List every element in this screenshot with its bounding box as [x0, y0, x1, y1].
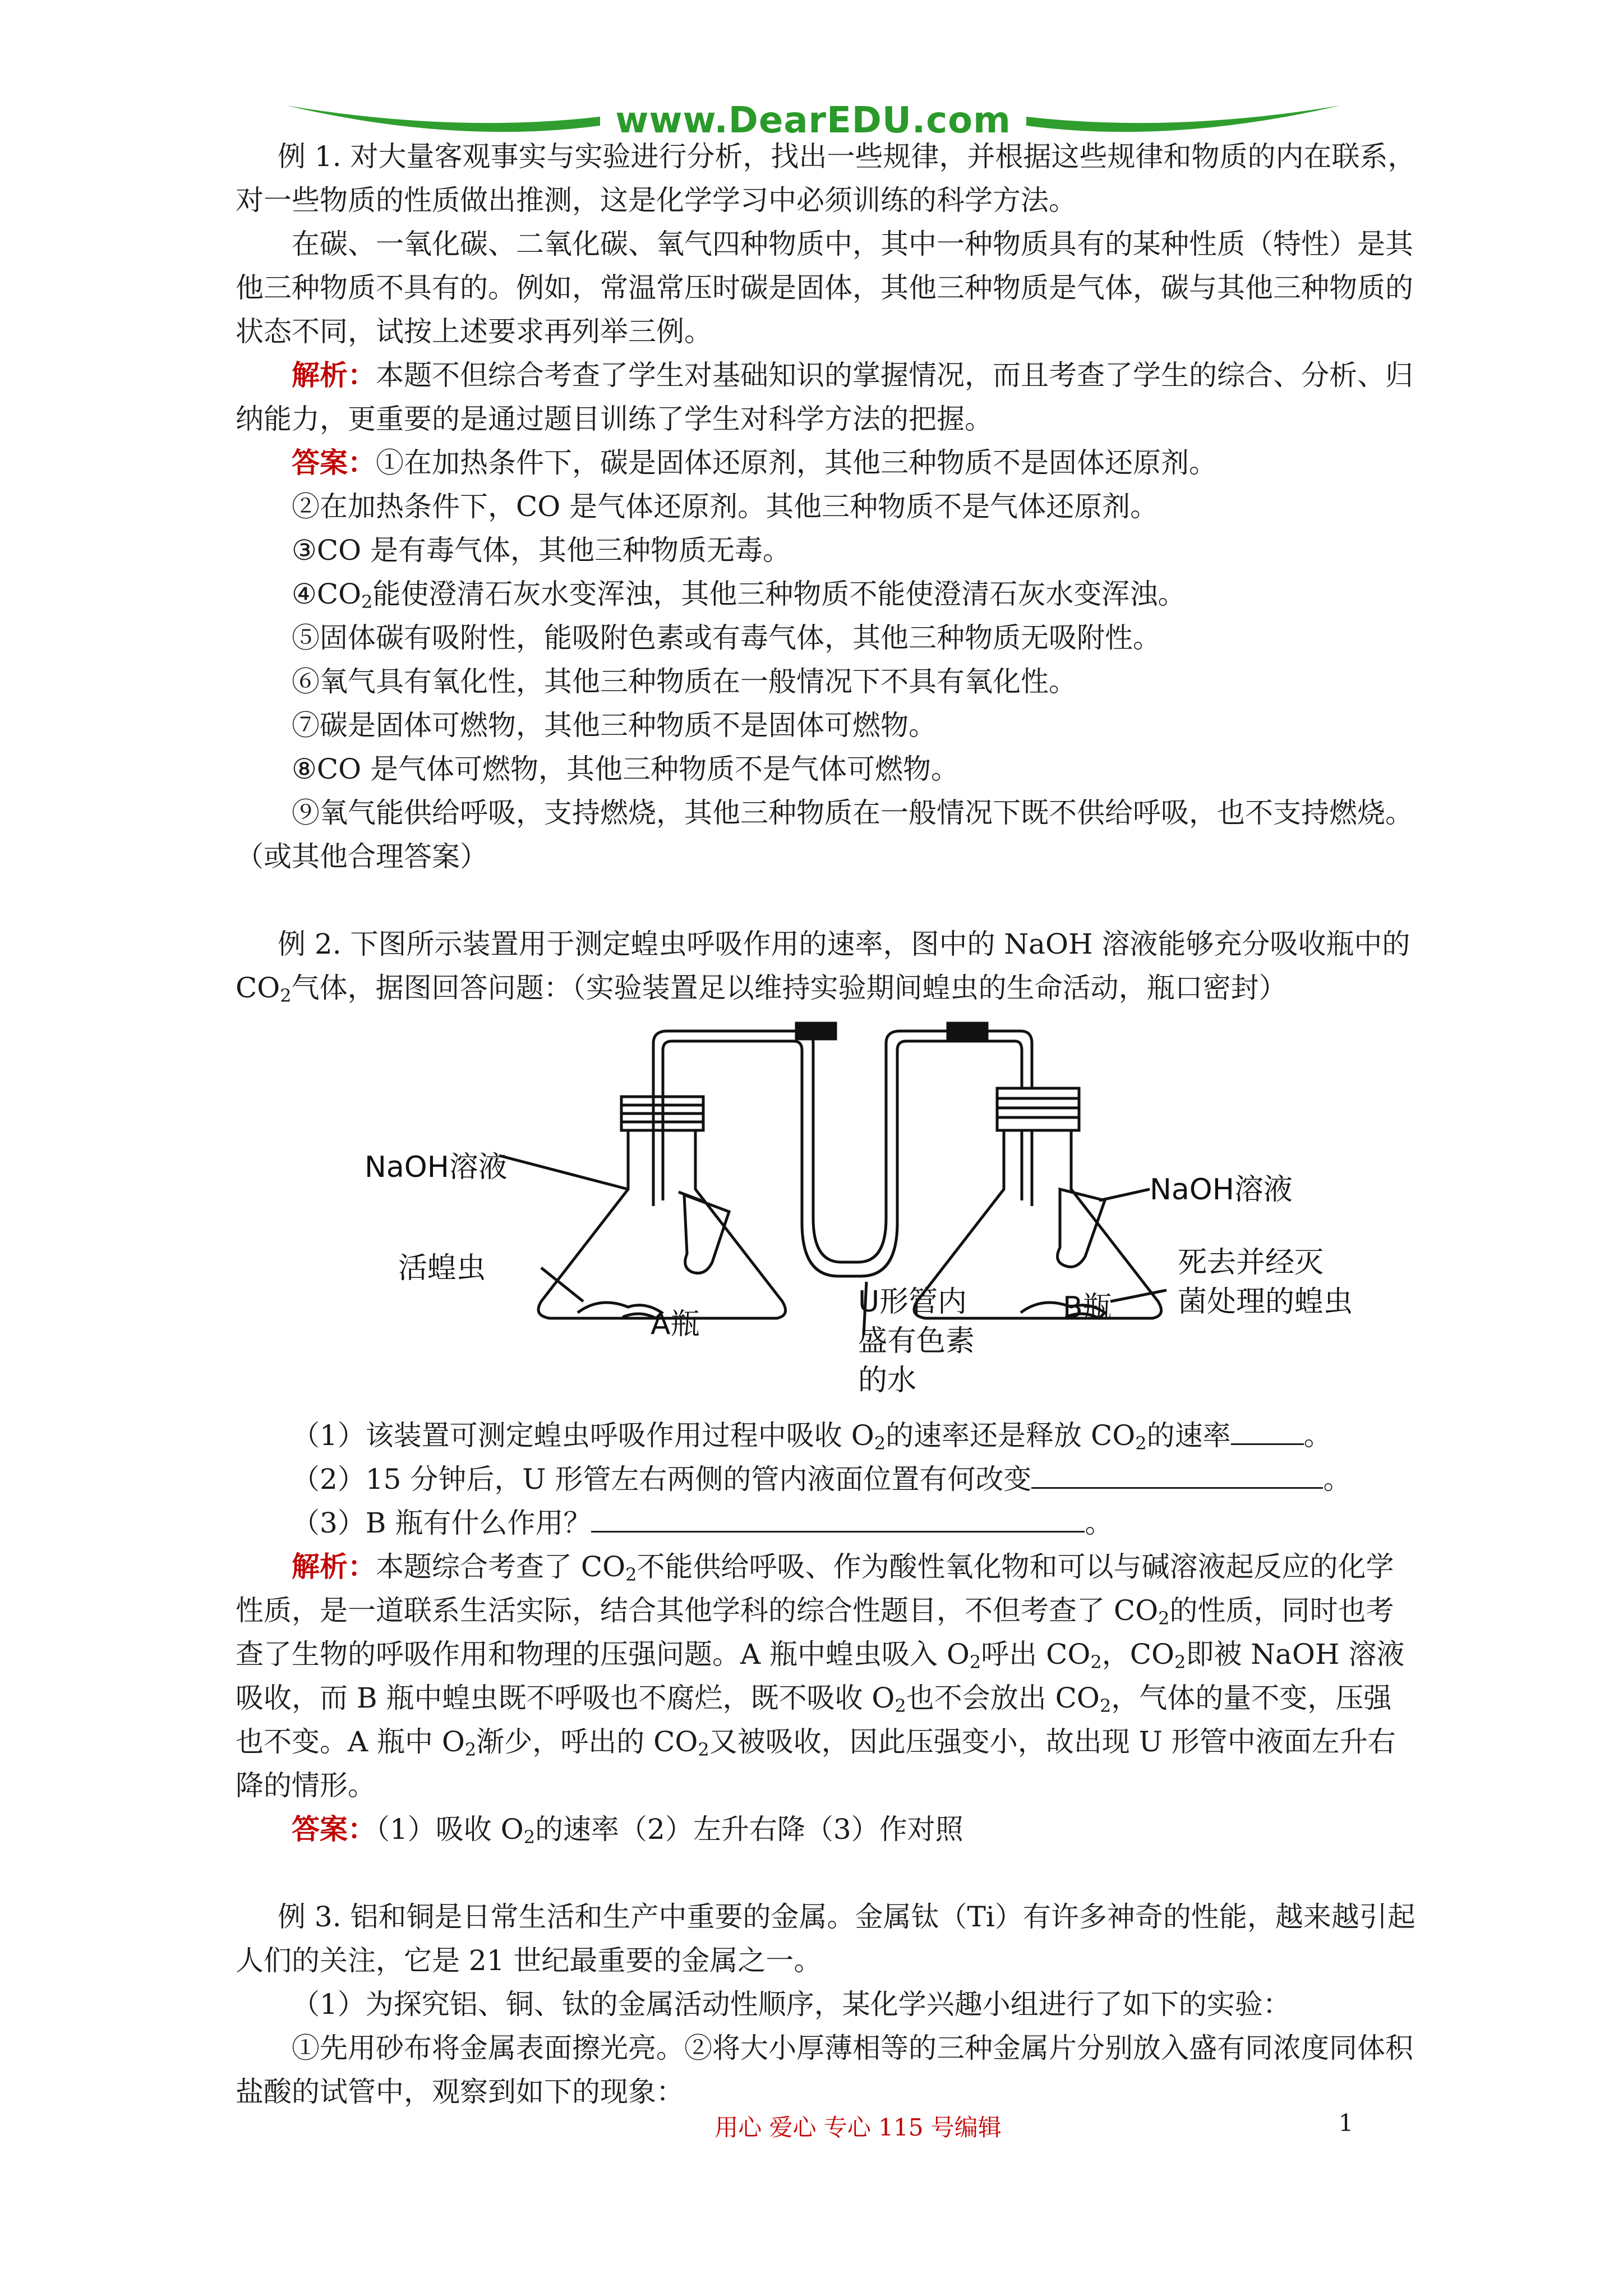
- punctuation: 。: [1303, 1419, 1332, 1452]
- ex1-analysis: [236, 353, 1419, 441]
- ex2-analysis: [236, 1545, 1419, 1807]
- analysis-text: 呼出 CO: [981, 1638, 1091, 1671]
- analysis-text: ，CO: [1101, 1638, 1175, 1671]
- subscript: 2: [895, 1695, 906, 1717]
- label-naoh-right: NaOH溶液: [1150, 1173, 1293, 1207]
- subscript: 2: [698, 1739, 709, 1760]
- question-text: （1）该装置可测定蝗虫呼吸作用过程中吸收 O: [292, 1419, 874, 1452]
- label-naoh-left: NaOH溶液: [365, 1151, 508, 1184]
- analysis-text: 的性质，同时也考查了生物的呼吸作用和物理的压强问题。A 瓶中蝗虫吸入 O: [236, 1594, 1394, 1671]
- analysis-text: 又被吸收，因此压强变小，故出现 U 形管中液面左升右降的情形。: [236, 1726, 1396, 1802]
- analysis-text: 也不会放出 CO: [906, 1682, 1100, 1714]
- answer-label: 答案：: [292, 1812, 376, 1846]
- answer-text: ④CO: [292, 578, 362, 610]
- subscript: 2: [1158, 1608, 1170, 1629]
- answer-item: ⑨氧气能供给呼吸，支持燃烧，其他三种物质在一般情况下既不供给呼吸，也不支持燃烧。: [292, 797, 1413, 829]
- footer-text: 用心 爱心 专心 115 号编辑: [714, 2114, 1002, 2141]
- answer-text: 能使澄清石灰水变浑浊，其他三种物质不能使澄清石灰水变浑浊。: [372, 578, 1186, 610]
- subscript: 2: [625, 1564, 637, 1585]
- label-bottle-a: A瓶: [651, 1308, 700, 1341]
- ex2-q2: [236, 1457, 1419, 1501]
- label-dead-locust-2: 菌处理的蝗虫: [1178, 1285, 1353, 1319]
- question-text: 例 2. 下图所示装置用于测定蝗虫呼吸作用的速率，图中的 NaOH 溶液能够充分吸收瓶中的 CO: [236, 928, 1410, 1004]
- ex2-answer: [236, 1807, 1419, 1851]
- label-u-tube-3: 的水: [858, 1364, 917, 1397]
- subscript: 2: [280, 985, 292, 1006]
- answer-item: （或其他合理答案）: [236, 840, 488, 873]
- ex2-q1: [236, 1414, 1419, 1457]
- subscript: 2: [1090, 1651, 1102, 1673]
- label-u-tube-1: U形管内: [858, 1285, 967, 1319]
- subscript: 2: [523, 1826, 536, 1848]
- analysis-text: 本题综合考查了 CO: [376, 1550, 626, 1583]
- question-text: 气体，据图回答问题：（实验装置足以维持实验期间蝗虫的生命活动，瓶口密封）: [291, 972, 1287, 1004]
- answer-text: 的速率（2）左升右降（3）作对照: [535, 1813, 963, 1846]
- punctuation: 。: [1085, 1507, 1113, 1539]
- answer-blank[interactable]: [1031, 1459, 1323, 1489]
- question-text: （2）15 分钟后，U 形管左右两侧的管内液面位置有何改变: [292, 1463, 1032, 1496]
- analysis-text: 即被 NaOH 溶液吸收，而 B 瓶中蝗虫既不呼吸也不腐烂，既不吸收 O: [236, 1638, 1405, 1714]
- answer-blank[interactable]: [591, 1503, 1085, 1533]
- analysis-text: 渐少，呼出的 CO: [476, 1726, 698, 1758]
- answer-item: ⑦碳是固体可燃物，其他三种物质不是固体可燃物。: [292, 709, 937, 742]
- answer-text: （1）吸收 O: [376, 1813, 524, 1846]
- answer-item: ⑥氧气具有氧化性，其他三种物质在一般情况下不具有氧化性。: [292, 665, 1077, 698]
- answer-item: ③CO 是有毒气体，其他三种物质无毒。: [292, 534, 791, 567]
- site-logo: www.DearEDU.com: [615, 100, 1011, 141]
- ex3-steps: ①先用砂布将金属表面擦光亮。②将大小厚薄相等的三种金属片分别放入盛有同浓度同体积盐酸的试管中，观察到如下的现象：: [236, 2032, 1413, 2108]
- ex1-question: 例 1. 对大量客观事实与实验进行分析，找出一些规律，并根据这些规律和物质的内在联系，对一些物质的性质做出推测，这是化学学习中必须训练的科学方法。: [236, 140, 1416, 217]
- subscript: 2: [874, 1433, 886, 1454]
- answer-item: ②在加热条件下，CO 是气体还原剂。其他三种物质不是气体还原剂。: [292, 490, 1159, 523]
- analysis-text: 不能供给呼吸、作为酸性氧化物和可以与碱溶液起反应的化学性质，是一道联系生活实际，结合其他学科的综合性题目，不但考查了 CO: [236, 1550, 1394, 1627]
- ex1-answer: [236, 441, 1419, 485]
- analysis-label: 解析：: [292, 358, 376, 392]
- question-text: 的速率还是释放 CO: [886, 1419, 1136, 1452]
- ex3-question: 例 3. 铝和铜是日常生活和生产中重要的金属。金属钛（Ti）有许多神奇的性能，越来越引起人们的关注，它是 21 世纪最重要的金属之一。: [236, 1901, 1415, 1977]
- question-text: 的速率: [1146, 1419, 1231, 1452]
- label-live-locust: 活蝗虫: [398, 1251, 486, 1285]
- apparatus-drawing: [236, 1021, 1419, 1408]
- subscript: 2: [1174, 1651, 1186, 1673]
- subscript: 2: [464, 1739, 477, 1760]
- answer-blank[interactable]: [1231, 1415, 1304, 1445]
- answer-item: ⑤固体碳有吸附性，能吸附色素或有毒气体，其他三种物质无吸附性。: [292, 622, 1161, 654]
- punctuation: 。: [1323, 1463, 1352, 1496]
- locust-respiration-diagram: [236, 1021, 1419, 1408]
- label-bottle-b: B瓶: [1063, 1291, 1112, 1324]
- subscript: 2: [969, 1651, 981, 1673]
- label-u-tube-2: 盛有色素: [858, 1324, 975, 1358]
- ex2-question: [236, 922, 1419, 1010]
- ex2-q3: [236, 1501, 1419, 1545]
- answer-item: ⑧CO 是气体可燃物，其他三种物质不是气体可燃物。: [292, 753, 959, 785]
- label-dead-locust-1: 死去并经灭: [1178, 1246, 1324, 1280]
- ex1-question-detail: 在碳、一氧化碳、二氧化碳、氧气四种物质中，其中一种物质具有的某种性质（特性）是其他三种物质不具有的。例如，常温常压时碳是固体，其他三种物质是气体，碳与其他三种物质的状态不同，试按上述要求再列举三例。: [236, 228, 1413, 348]
- analysis-text: ，气体的量不变，压强也不变。A 瓶中 O: [236, 1682, 1392, 1758]
- subscript: 2: [1135, 1433, 1147, 1454]
- subscript: 2: [1099, 1695, 1112, 1717]
- analysis-text: 本题不但综合考查了学生对基础知识的掌握情况，而且考查了学生的综合、分析、归纳能力，更重要的是通过题目训练了学生对科学方法的把握。: [236, 359, 1413, 435]
- ex3-part1: （1）为探究铝、铜、钛的金属活动性顺序，某化学兴趣小组进行了如下的实验：: [292, 1988, 1291, 2021]
- answer-item: [236, 572, 1419, 616]
- subscript: 2: [361, 591, 373, 613]
- page-number: 1: [1338, 2109, 1354, 2137]
- question-text: （3）B 瓶有什么作用？: [292, 1507, 592, 1539]
- analysis-label: 解析：: [292, 1550, 376, 1583]
- answer-item: ①在加热条件下，碳是固体还原剂，其他三种物质不是固体还原剂。: [376, 447, 1217, 479]
- answer-label: 答案：: [292, 446, 376, 479]
- document-body: [236, 135, 1419, 2114]
